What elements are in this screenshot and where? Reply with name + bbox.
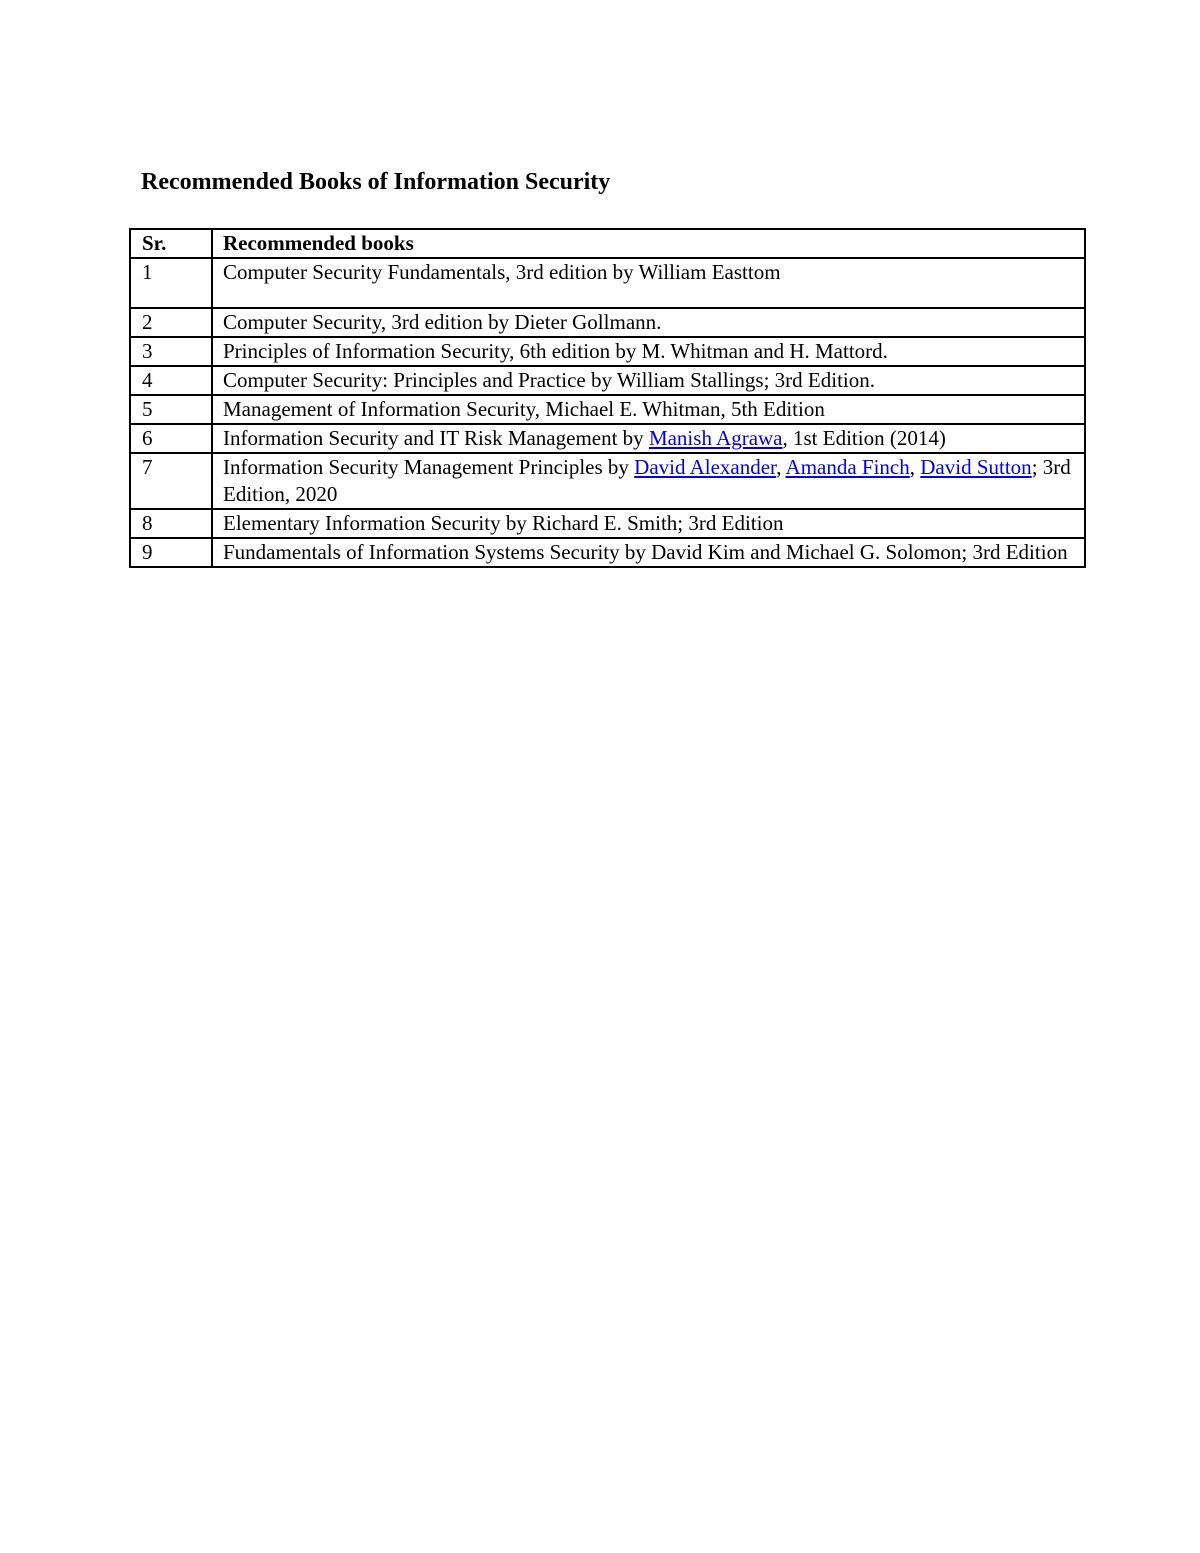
table-row: [130, 337, 1085, 366]
recommended-books-table: [129, 228, 1086, 568]
row-book: Computer Security: Principles and Practice by William Stallings; 3rd Edition.: [212, 366, 1085, 395]
author-link-amanda-finch[interactable]: Amanda Finch: [785, 455, 910, 479]
row-book: [212, 453, 1085, 509]
book-text: Information Security and IT Risk Management by: [223, 426, 649, 450]
row-sr: 3: [130, 337, 212, 366]
table-row: [130, 453, 1085, 509]
row-sr: 7: [130, 453, 212, 509]
row-book: Fundamentals of Information Systems Security by David Kim and Michael G. Solomon; 3rd Edition: [212, 538, 1085, 567]
table-header-row: [130, 229, 1085, 258]
row-sr: 5: [130, 395, 212, 424]
header-sr: Sr.: [130, 229, 212, 258]
separator: ,: [776, 455, 786, 479]
page-title: Recommended Books of Information Security: [141, 169, 611, 195]
row-sr: 6: [130, 424, 212, 453]
row-sr: 8: [130, 509, 212, 538]
table-row: [130, 538, 1085, 567]
table-row: [130, 395, 1085, 424]
book-text: Information Security Management Principles by: [223, 455, 635, 479]
row-book: Management of Information Security, Michael E. Whitman, 5th Edition: [212, 395, 1085, 424]
table-row: [130, 258, 1085, 308]
book-text: , 1st Edition (2014): [782, 426, 946, 450]
table-row: [130, 509, 1085, 538]
row-book: [212, 424, 1085, 453]
author-link-david-sutton[interactable]: David Sutton: [920, 455, 1032, 479]
book-text: ; 3rd Edition, 2020: [223, 455, 1071, 506]
row-sr: 4: [130, 366, 212, 395]
row-sr: 9: [130, 538, 212, 567]
author-link-manish-agrawa[interactable]: Manish Agrawa: [648, 426, 783, 450]
header-recommended-books: Recommended books: [212, 229, 1085, 258]
row-sr: 1: [130, 258, 212, 308]
row-sr: 2: [130, 308, 212, 337]
author-link-david-alexander[interactable]: David Alexander: [634, 455, 777, 479]
row-book: Computer Security, 3rd edition by Dieter Gollmann.: [212, 308, 1085, 337]
table-row: [130, 308, 1085, 337]
table-row: [130, 366, 1085, 395]
row-book: Elementary Information Security by Richard E. Smith; 3rd Edition: [212, 509, 1085, 538]
separator: ,: [909, 455, 921, 479]
row-book: Principles of Information Security, 6th edition by M. Whitman and H. Mattord.: [212, 337, 1085, 366]
table-row: [130, 424, 1085, 453]
row-book: Computer Security Fundamentals, 3rd edition by William Easttom: [212, 258, 1085, 308]
